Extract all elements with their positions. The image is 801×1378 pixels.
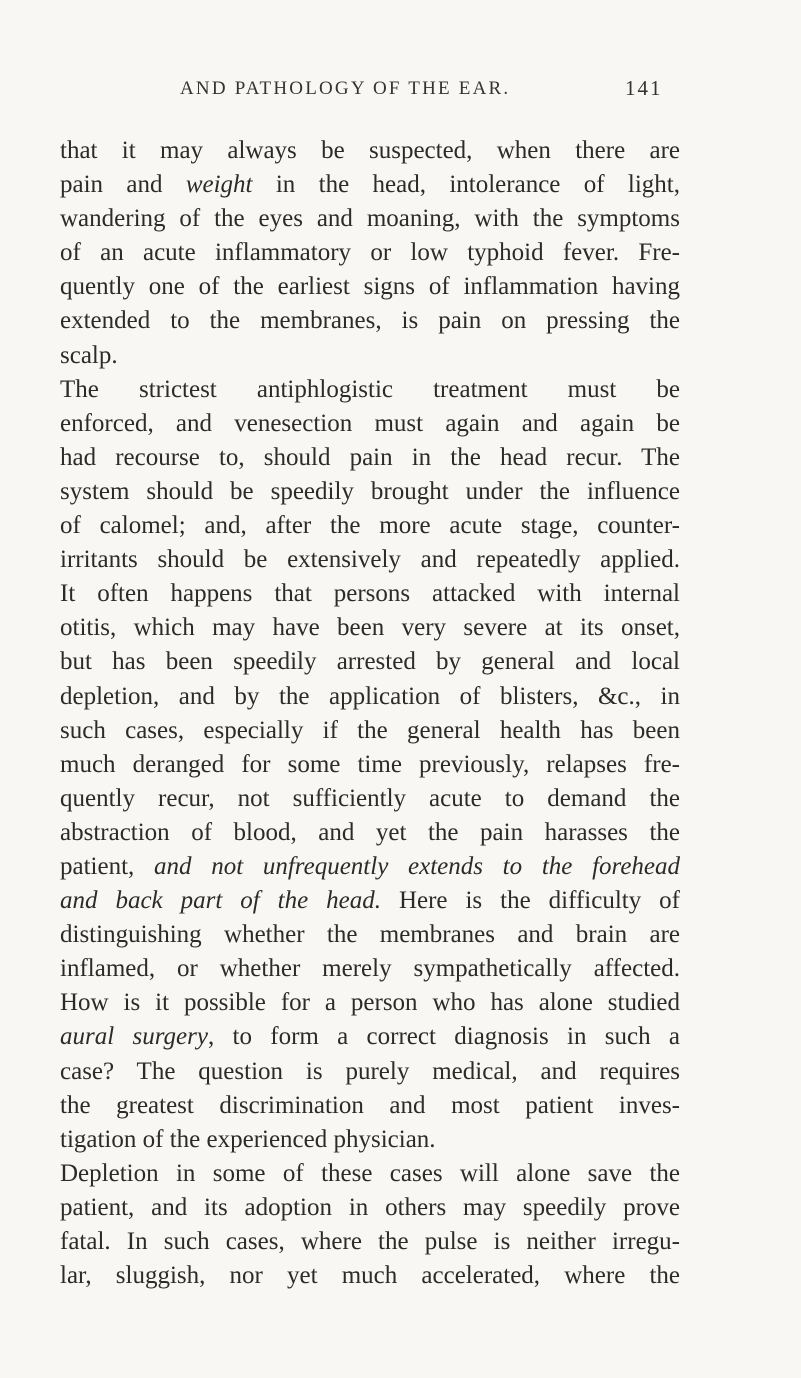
text-line: enforced, and venesection must again and again be [60,409,680,437]
text-line: distinguishing whether the membranes and brain are [60,921,680,949]
running-head: AND PATHOLOGY OF THE EAR. [180,78,511,99]
text-line [60,850,680,884]
text-line [60,168,680,202]
text-line: It often happens that persons attacked with internal [60,580,680,608]
text-line: system should be speedily brought under the influence [60,477,680,505]
text-line: The strictest antiphlogistic treatment must be [60,375,680,403]
text-line: scalp. [60,341,118,369]
text-line: the greatest discrimination and most patient inves- [60,1091,680,1119]
text-segment: in the head, intolerance of light, [252,171,681,199]
text-line: abstraction of blood, and yet the pain harasses the [60,818,680,846]
text-segment: patient, [60,852,154,880]
text-line: irritants should be extensively and repeatedly applied. [60,546,680,574]
text-line: lar, sluggish, nor yet much accelerated, where the [60,1262,680,1290]
text-line: depletion, and by the application of blisters, &c., in [60,682,680,710]
text-segment: , to form a correct diagnosis in such a [207,1023,680,1051]
text-line: quently one of the earliest signs of inflammation having [60,273,680,301]
text-segment: Here is the difficulty of [381,887,680,915]
text-line: but has been speedily arrested by general and local [60,648,680,676]
text-line [60,884,680,918]
text-line: How is it possible for a person who has alone studied [60,989,680,1017]
text-segment: pain and [60,171,186,199]
italic-text: weight [185,171,253,199]
text-line: tigation of the experienced physician. [60,1125,436,1153]
text-line: of an acute inflammatory or low typhoid fever. Fre- [60,239,680,267]
italic-text: aural surgery [60,1023,208,1051]
italic-text: and not unfrequently extends to the forehead [154,852,681,880]
text-line: of calomel; and, after the more acute stage, counter- [60,512,680,540]
text-line [60,1020,680,1054]
text-line: extended to the membranes, is pain on pressing the [60,307,680,335]
body-text [60,134,680,1293]
text-line: that it may always be suspected, when there are [60,137,680,164]
text-line: inflamed, or whether merely sympathetically affected. [60,955,680,983]
text-line: much deranged for some time previously, relapses fre- [60,750,680,778]
text-line: quently recur, not sufficiently acute to demand the [60,784,680,812]
text-line: patient, and its adoption in others may speedily prove [60,1193,680,1221]
text-line: such cases, especially if the general health has been [60,716,680,744]
text-line: otitis, which may have been very severe at its onset, [60,614,680,642]
text-line: Depletion in some of these cases will alone save the [60,1159,680,1187]
text-line: had recourse to, should pain in the head recur. The [60,443,680,471]
italic-text: and back part of the head. [60,887,381,915]
text-line: fatal. In such cases, where the pulse is neither irregu- [60,1228,680,1255]
page-number: 141 [625,76,663,100]
text-line: wandering of the eyes and moaning, with the symptoms [60,205,680,233]
text-line: case? The question is purely medical, and requires [60,1057,680,1085]
